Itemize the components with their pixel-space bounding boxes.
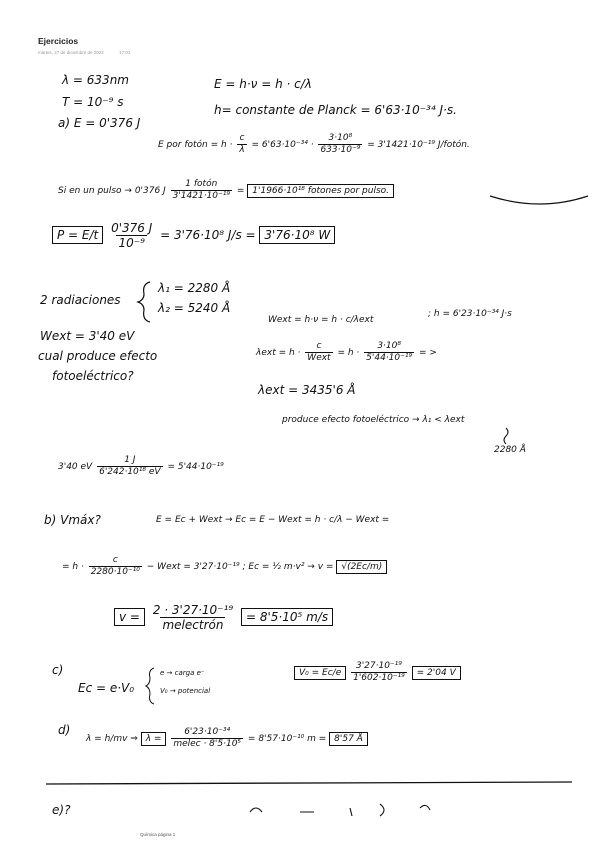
photon-energy-prefix: E por fotón = h · xyxy=(158,140,233,150)
part-b-mid: − Wext = 3'27·10⁻¹⁹ ; Ec = ½ m·v² → v = xyxy=(146,562,334,572)
fraction-numerator: 6'23·10⁻³⁴ xyxy=(184,727,231,737)
stopping-potential-fraction xyxy=(351,662,407,683)
page-meta xyxy=(38,50,130,55)
photon-energy-mid: = 6'63·10⁻³⁴ · xyxy=(251,140,314,150)
part-e-label: e)? xyxy=(52,803,71,817)
photon-energy-fraction-2 xyxy=(318,134,362,155)
fraction-numerator: 1 fotón xyxy=(185,179,218,189)
fraction-numerator: 3·10⁸ xyxy=(328,133,353,143)
part-c-equation: Ec = e·V₀ xyxy=(78,681,135,695)
photon-energy-result: = 3'1421·10⁻¹⁹ J/fotón. xyxy=(367,140,470,150)
page-title: Ejercicios xyxy=(38,36,79,46)
planck-constant: h= constante de Planck = 6'63·10⁻³⁴ J·s. xyxy=(214,103,457,117)
power-mid: = 3'76·10⁸ J/s = xyxy=(160,228,256,242)
power-formula: P = E/t xyxy=(52,226,103,244)
conclusion-brace xyxy=(504,428,508,444)
given-wavelength: λ = 633nm xyxy=(62,73,129,87)
threshold-fraction-2 xyxy=(364,342,414,363)
lambda-2: λ₂ = 5240 Å xyxy=(158,301,231,315)
fraction-numerator: 1 J xyxy=(124,455,136,465)
radiations-label: 2 radiaciones xyxy=(40,293,121,307)
conversion-result: = 5'44·10⁻¹⁹ xyxy=(167,462,224,472)
fraction-denominator: 6'242·10¹⁸ eV xyxy=(99,467,161,477)
conversion-prefix: 3'40 eV xyxy=(58,462,93,472)
threshold-mid: = h · xyxy=(337,348,360,358)
part-d-label: d) xyxy=(58,723,71,737)
effect-conclusion: produce efecto fotoeléctrico → λ₁ < λext xyxy=(282,415,465,425)
question-line-2: fotoeléctrico? xyxy=(52,369,134,383)
threshold-wavelength-result: λext = 3435'6 Å xyxy=(258,383,356,397)
threshold-fraction-1 xyxy=(305,342,332,363)
stopping-potential-formula: V₀ = Ec/e xyxy=(294,666,346,680)
fraction-numerator: 0'376 J xyxy=(111,221,153,235)
page-time: 17:01 xyxy=(119,50,131,55)
power-line xyxy=(52,222,335,249)
de-broglie-result: 8'57 Å xyxy=(329,732,368,746)
part-c-label: c) xyxy=(52,663,64,677)
question-line-1: cual produce efecto xyxy=(38,349,158,363)
photons-per-pulse-line xyxy=(58,180,394,201)
fraction-denominator: 633·10⁻⁹ xyxy=(320,145,361,155)
fraction-denominator: melec · 8'5·10⁵ xyxy=(173,739,242,749)
part-b-label: b) Vmáx? xyxy=(44,513,101,527)
part-b-fraction xyxy=(89,556,142,577)
work-function-value: Wext = 3'40 eV xyxy=(40,329,135,343)
velocity-fraction xyxy=(151,604,235,631)
given-energy: a) E = 0'376 J xyxy=(58,116,141,130)
fraction-denominator: 2280·10⁻¹⁰ xyxy=(90,567,140,577)
stopping-potential-result: = 2'04 V xyxy=(412,666,461,680)
part-c-potential: V₀ → potencial xyxy=(160,687,211,695)
fraction-numerator: 2 · 3'27·10⁻¹⁹ xyxy=(152,603,234,617)
fraction-denominator: Wext xyxy=(307,353,331,363)
fraction-numerator: c xyxy=(316,341,322,351)
velocity-formula: √(2Ec/m) xyxy=(336,560,387,574)
page-date: martes, 27 de diciembre de 2022 xyxy=(38,50,104,55)
part-b-equation: E = Ec + Wext → Ec = E − Wext = h · c/λ − Wext = xyxy=(156,515,390,525)
fraction-denominator: melectrón xyxy=(162,618,224,632)
energy-formula: E = h·ν = h · c/λ xyxy=(214,77,312,91)
pulse-result: 1'1966·10¹⁸ fotones por pulso. xyxy=(247,184,394,198)
threshold-arrow: = > xyxy=(418,348,437,358)
fraction-denominator: 3'1421·10⁻¹⁹ xyxy=(172,191,230,201)
de-broglie-line xyxy=(86,728,368,749)
underline-stroke xyxy=(490,196,588,204)
pulse-fraction xyxy=(171,180,232,201)
section-divider xyxy=(46,782,572,784)
conversion-fraction xyxy=(97,456,162,477)
part-b-second-line xyxy=(62,556,387,577)
velocity-line xyxy=(114,604,333,631)
fraction-numerator: c xyxy=(112,555,118,565)
ev-conversion-line xyxy=(58,456,224,477)
cut-off-strokes xyxy=(250,804,430,816)
stopping-potential-line xyxy=(294,662,461,683)
part-c-brace xyxy=(146,668,154,704)
power-result: 3'76·10⁸ W xyxy=(259,226,335,244)
fraction-numerator: 3·10⁸ xyxy=(377,341,401,351)
part-b-prefix: = h · xyxy=(62,562,84,572)
de-broglie-lambda: λ = xyxy=(141,732,167,746)
fraction-denominator: 1'602·10⁻¹⁹ xyxy=(353,673,405,683)
fraction-denominator: λ xyxy=(239,145,245,155)
planck-value: ; h = 6'23·10⁻³⁴ J·s xyxy=(428,309,512,319)
page-footer: Química página 1 xyxy=(140,832,176,837)
work-function-formula: Wext = h·ν = h · c/λext xyxy=(268,315,374,325)
velocity-label: v = xyxy=(114,608,145,626)
threshold-prefix: λext = h · xyxy=(256,348,301,358)
fraction-numerator: 3'27·10⁻¹⁹ xyxy=(355,661,402,671)
pulse-equals: = xyxy=(236,186,245,196)
fraction-denominator: 5'44·10⁻¹⁹ xyxy=(366,353,413,363)
velocity-result: = 8'5·10⁵ m/s xyxy=(241,608,333,626)
radiation-brace xyxy=(138,282,150,322)
de-broglie-fraction xyxy=(171,728,243,749)
given-time: T = 10⁻⁹ s xyxy=(62,95,124,109)
de-broglie-mid: = 8'57·10⁻¹⁰ m = xyxy=(247,734,327,744)
power-fraction xyxy=(109,222,154,249)
effect-conclusion-value: 2280 Å xyxy=(494,445,526,455)
part-c-charge: e → carga e⁻ xyxy=(160,669,205,677)
lambda-1: λ₁ = 2280 Å xyxy=(158,281,231,295)
de-broglie-formula: λ = h/mv ⇒ xyxy=(86,734,138,744)
threshold-wavelength-line xyxy=(256,342,437,363)
photon-energy-line xyxy=(158,134,470,155)
pulse-prefix: Si en un pulso → 0'376 J xyxy=(58,186,166,196)
photon-energy-fraction-1 xyxy=(237,134,246,155)
fraction-denominator: 10⁻⁹ xyxy=(118,236,145,250)
fraction-numerator: c xyxy=(239,133,245,143)
